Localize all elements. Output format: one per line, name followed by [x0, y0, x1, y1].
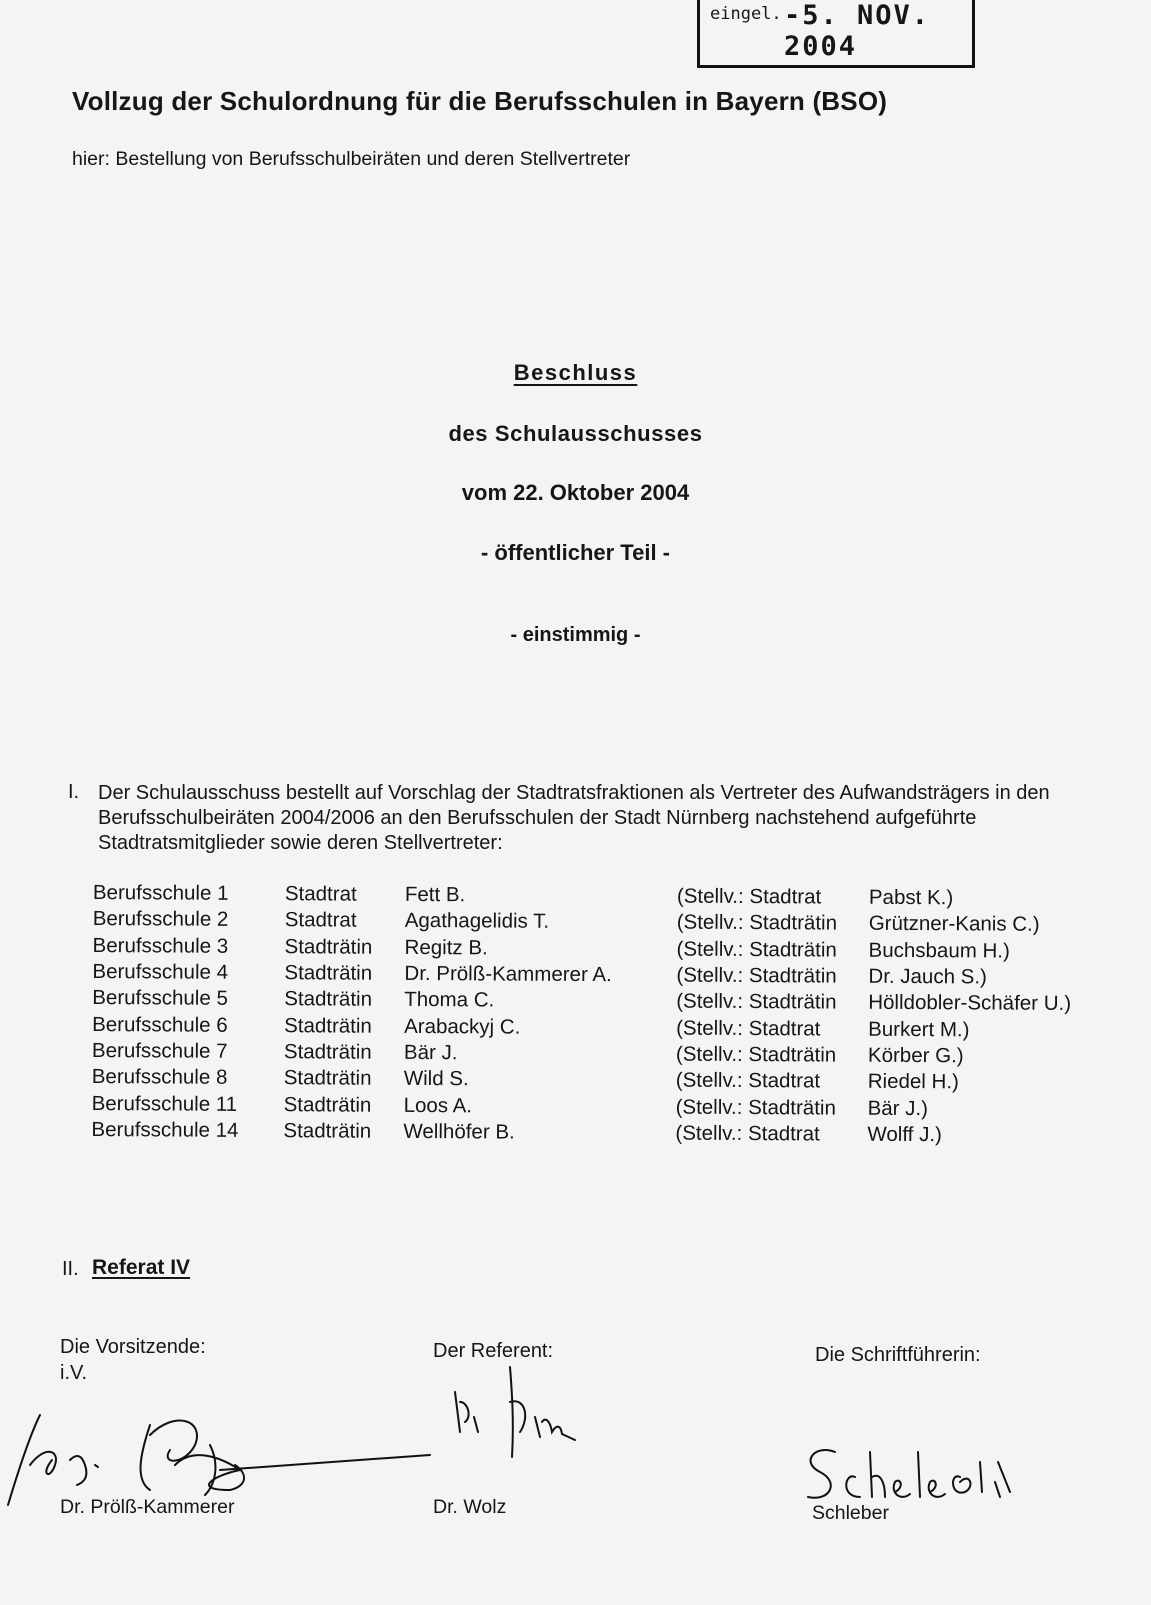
member-title: Stadträtin — [284, 934, 373, 959]
deputy-label: (Stellv.: Stadträtin — [675, 1042, 837, 1067]
deputy-name: Pabst K.) — [868, 885, 954, 910]
deputy-name: Wolff J.) — [867, 1122, 942, 1147]
deputy-label: (Stellv.: Stadträtin — [675, 1095, 836, 1120]
section-1-text: Der Schulausschuss bestellt auf Vorschlag der Stadtratsfraktionen als Vertreter des Aufwandsträgers in den Berufsschulbeiräten 2004/2006 an den Berufsschulen der Stadt Nürnberg nachstehend aufgeführte Stadtratsmitglieder sowie deren Stellvertreter: — [98, 782, 1050, 854]
stamp-label: eingel. — [710, 4, 782, 24]
resolution-vote: - einstimmig - — [510, 624, 641, 646]
member-name: Wild S. — [403, 1067, 469, 1091]
deputy-label: (Stellv.: Stadtrat — [676, 884, 822, 909]
member-title: Stadträtin — [284, 1013, 372, 1038]
member-title: Stadtrat — [284, 908, 357, 933]
deputy-label: (Stellv.: Stadträtin — [676, 911, 838, 935]
deputy-name: Burkert M.) — [868, 1017, 970, 1041]
member-school: Berufsschule 11 — [91, 1091, 238, 1116]
deputy-name: Riedel H.) — [867, 1069, 959, 1094]
deputy-name: Buchsbaum H.) — [868, 938, 1010, 963]
recorder-name: Schleber — [812, 1502, 889, 1524]
deputy-label: (Stellv.: Stadtrat — [675, 1121, 820, 1146]
member-row — [91, 1117, 1070, 1149]
member-title: Stadträtin — [283, 1040, 372, 1064]
member-title: Stadträtin — [284, 987, 373, 1012]
member-name: Regitz B. — [404, 935, 488, 960]
member-name: Thoma C. — [404, 988, 495, 1012]
member-name: Loos A. — [403, 1093, 473, 1117]
member-title: Stadtrat — [284, 882, 357, 906]
member-school: Berufsschule 4 — [92, 960, 229, 984]
deputy-label: (Stellv.: Stadtrat — [676, 1016, 821, 1041]
member-name: Bär J. — [403, 1040, 458, 1065]
chair-role: Die Vorsitzende: — [60, 1336, 206, 1358]
member-school: Berufsschule 1 — [92, 881, 229, 905]
member-name: Fett B. — [404, 883, 466, 907]
member-school: Berufsschule 8 — [91, 1065, 228, 1090]
deputy-name: Dr. Jauch S.) — [868, 964, 987, 989]
member-name: Arabackyj C. — [404, 1014, 521, 1039]
document-subtitle: hier: Bestellung von Berufsschulbeiräten und deren Stellvertreter — [72, 148, 631, 170]
chair-name: Dr. Prölß-Kammerer — [60, 1496, 235, 1518]
section-2-number: II. — [62, 1258, 79, 1280]
member-title: Stadträtin — [283, 1066, 372, 1090]
member-name: Dr. Prölß-Kammerer A. — [404, 961, 612, 987]
member-school: Berufsschule 5 — [92, 986, 228, 1011]
deputy-name: Körber G.) — [867, 1043, 964, 1068]
resolution-committee: des Schulausschusses — [448, 421, 703, 446]
member-school: Berufsschule 7 — [91, 1038, 228, 1063]
deputy-label: (Stellv.: Stadträtin — [676, 937, 837, 962]
member-name: Wellhöfer B. — [403, 1119, 515, 1144]
member-title: Stadträtin — [283, 1118, 372, 1143]
member-school: Berufsschule 2 — [92, 907, 229, 932]
member-title: Stadträtin — [284, 961, 373, 985]
member-title: Stadträtin — [283, 1092, 372, 1117]
recorder-role: Die Schriftführerin: — [815, 1344, 981, 1366]
resolution-date: vom 22. Oktober 2004 — [461, 480, 690, 505]
members-table — [91, 880, 1071, 1149]
stamp-date: -5. NOV. 2004 — [784, 0, 931, 62]
referent-role: Der Referent: — [433, 1340, 554, 1362]
member-school: Berufsschule 6 — [92, 1012, 228, 1037]
deputy-name: Hölldobler-Schäfer U.) — [868, 991, 1072, 1016]
member-school: Berufsschule 3 — [92, 933, 229, 958]
deputy-label: (Stellv.: Stadträtin — [676, 963, 837, 988]
member-school: Berufsschule 14 — [91, 1117, 239, 1142]
received-stamp — [697, 0, 975, 68]
section-1-number: I. — [68, 781, 80, 803]
resolution-part: - öffentlicher Teil - — [480, 540, 671, 565]
deputy-label: (Stellv.: Stadträtin — [676, 989, 837, 1014]
referent-name: Dr. Wolz — [433, 1496, 507, 1518]
section-2-label: Referat IV — [92, 1256, 191, 1279]
deputy-name: Bär J.) — [867, 1096, 929, 1120]
referent-signature-image — [450, 1362, 600, 1462]
deputy-name: Grützner-Kanis C.) — [868, 912, 1040, 937]
resolution-heading: Beschluss — [513, 360, 638, 385]
deputy-label: (Stellv.: Stadtrat — [675, 1068, 821, 1093]
chair-iv: i.V. — [60, 1362, 88, 1384]
document-title: Vollzug der Schulordnung für die Berufsschulen in Bayern (BSO) — [72, 86, 888, 116]
members-table-body — [91, 880, 1071, 1149]
member-name: Agathagelidis T. — [404, 909, 550, 934]
